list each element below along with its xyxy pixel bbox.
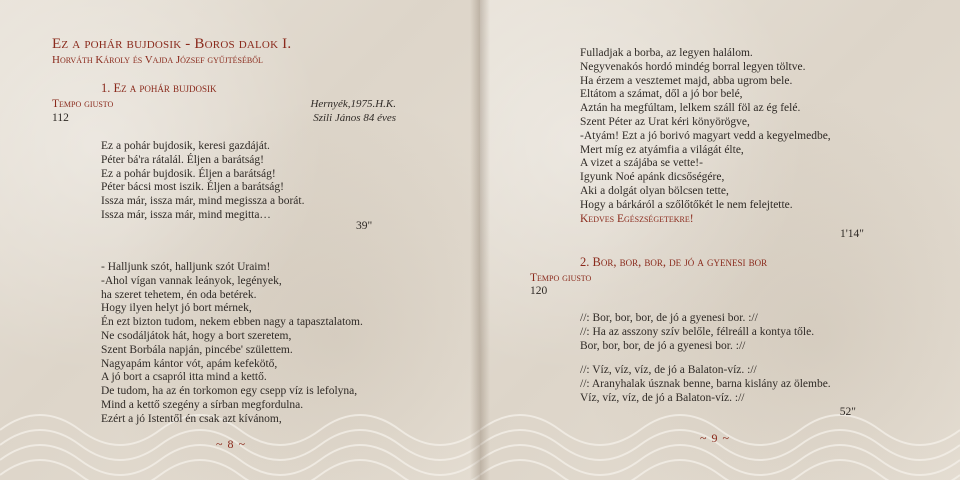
verse-line: Én ezt bizton tudom, nekem ebben nagy a tapasztalatom. — [101, 316, 363, 329]
book-gutter — [470, 0, 490, 480]
tempo-number: 112 — [52, 112, 69, 124]
right-page — [480, 0, 960, 480]
page-number: ~ 9 ~ — [700, 431, 730, 445]
verse-line: Ne csodáljátok hát, hogy a bort szeretem, — [101, 329, 292, 342]
verse-line: Szent Péter az Urat kéri könyörögve, — [580, 115, 750, 128]
verse-line: Ez a pohár bujdosik, keresi gazdáját. — [101, 140, 270, 152]
track-duration: 52" — [839, 406, 856, 418]
track-duration: 39" — [356, 220, 373, 232]
verse-line: Issza már, issza már, mind megissza a borát. — [101, 195, 305, 208]
verse-line: Hogy ilyen helyt jó bort mérnek, — [101, 302, 252, 315]
verse-block — [580, 312, 814, 353]
verse-line: Hogy a bárkáról a szőlőtőkét le nem felejtette. — [580, 198, 793, 211]
verse-line: Negyvenakós hordó mindég borral legyen töltve. — [580, 60, 806, 73]
credit-singer: Szili János 84 éves — [313, 112, 396, 124]
verse-line: Szent Borbála napján, pincébe' születtem. — [101, 343, 293, 356]
verse-line: Nagyapám kántor vót, apám kefekötő, — [101, 357, 278, 370]
verse-line: Bor, bor, bor, de jó a gyenesi bor. :// — [580, 339, 746, 352]
verse-line: ha szeret tehetem, én oda betérek. — [101, 288, 257, 301]
verse-line: Péter bácsi most iszik. Éljen a barátság! — [101, 181, 284, 194]
song-title: 2. Bor, bor, bor, de jó a gyenesi bor — [580, 255, 768, 269]
verse-line: -Atyám! Ezt a jó borivó magyart vedd a kegyelmedbe, — [580, 129, 831, 142]
verse-line: Ez a pohár bujdosik. Éljen a barátság! — [101, 167, 276, 180]
verse-line: Eltátom a számat, dől a jó bor belé, — [580, 88, 743, 101]
toast-line: Kedves Egészségetekre! — [580, 212, 694, 225]
track-duration: 1'14" — [839, 228, 864, 240]
verse-line: De tudom, ha az én torkomon egy csepp víz is lefolyna, — [101, 385, 358, 398]
verse-line: //: Bor, bor, bor, de jó a gyenesi bor. :// — [580, 312, 758, 324]
verse-line: //: Ha az asszony szív belőle, félreáll a kontya tőle. — [580, 325, 815, 338]
verse-line: Igyunk Noé apánk dicsőségére, — [580, 171, 725, 184]
verse-line: A vizet a szájába se vette!- — [580, 157, 703, 170]
verse-line: Aki a dolgát olyan bölcsen tette, — [580, 184, 729, 197]
verse-line: - Halljunk szót, halljunk szót Uraim! — [101, 261, 271, 273]
verse-block — [101, 140, 304, 223]
verse-block — [580, 47, 831, 226]
verse-line: Ezért a jó Istentől én csak azt kívánom, — [101, 412, 282, 425]
verse-line: Fulladjak a borba, az legyen halálom. — [580, 47, 753, 59]
verse-line: Ha érzem a vesztemet majd, abba ugrom bele. — [580, 74, 793, 87]
album-subtitle: Horváth Károly és Vajda József gyűjtéséből — [52, 54, 263, 66]
verse-line: //: Víz, víz, víz, de jó a Balaton-víz. :// — [580, 364, 757, 376]
page-number: ~ 8 ~ — [216, 437, 246, 451]
verse-block — [101, 261, 363, 427]
album-title: Ez a pohár bujdosik - Boros dalok I. — [52, 36, 292, 52]
tempo-number: 120 — [530, 285, 548, 297]
verse-line: Aztán ha megfúltam, lelkem száll föl az ég felé. — [580, 102, 801, 115]
tempo-label: Tempo giusto — [530, 272, 592, 284]
verse-line: Issza már, issza már, mind megitta… — [101, 208, 271, 221]
verse-line: Péter bá'ra rátalál. Éljen a barátság! — [101, 153, 264, 166]
tempo-label: Tempo giusto — [52, 98, 114, 110]
verse-line: //: Aranyhalak úsznak benne, barna kislány az ölembe. — [580, 377, 831, 390]
verse-line: Mert míg ez atyámfia a világát élte, — [580, 143, 744, 156]
verse-line: A jó bort a csapról itta mind a kettő. — [101, 371, 267, 384]
verse-block — [580, 364, 831, 405]
verse-line: Víz, víz, víz, de jó a Balaton-víz. :// — [580, 391, 745, 404]
verse-line: Mind a kettő szegény a sírban megfordulna. — [101, 398, 304, 411]
credit-place-date: Hernyék,1975.H.K. — [310, 98, 396, 110]
song-title: 1. Ez a pohár bujdosik — [101, 81, 217, 95]
verse-line: -Ahol vígan vannak leányok, legények, — [101, 274, 282, 287]
